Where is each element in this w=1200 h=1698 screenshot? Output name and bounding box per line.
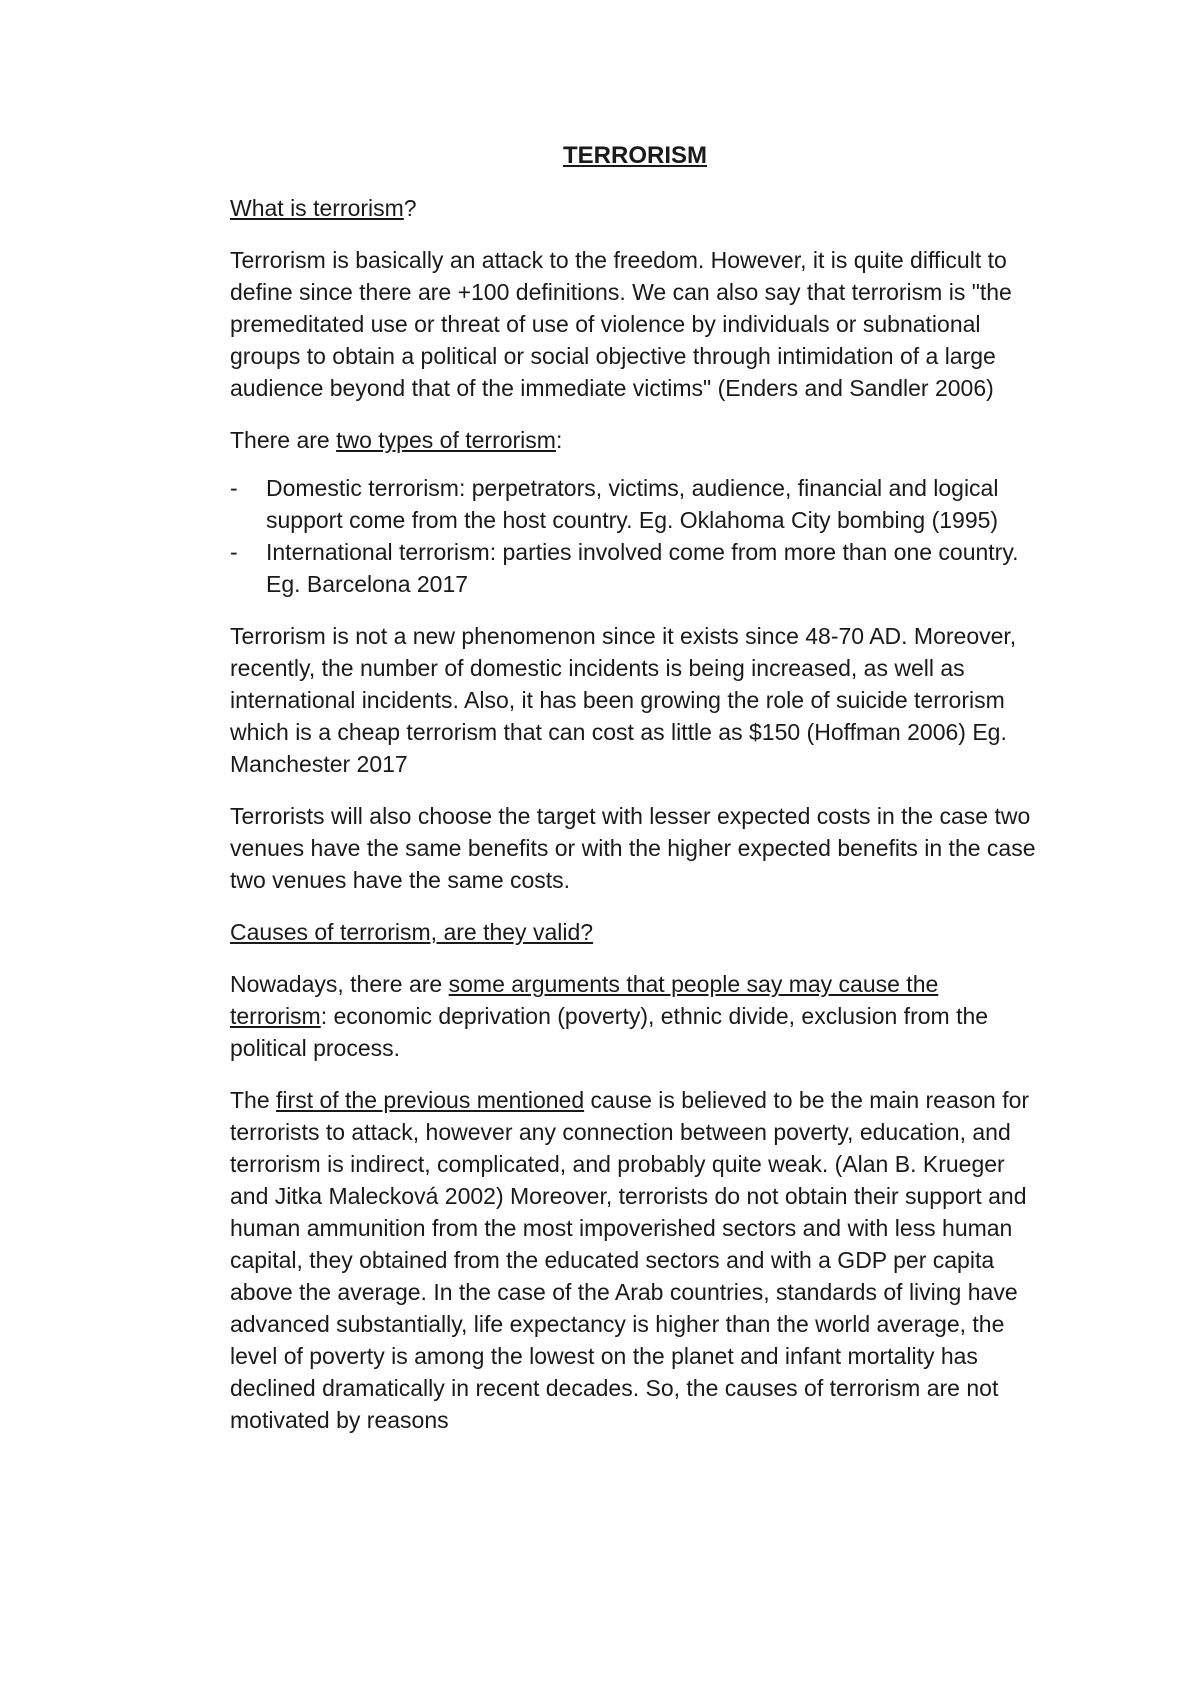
types-list [230, 472, 1040, 600]
heading-what-is-terrorism [230, 192, 1040, 224]
document-body [230, 140, 1040, 1456]
types-intro-underlined: two types of terrorism [336, 427, 556, 453]
paragraph-arguments-underlined: some arguments that people say may cause the terrorism [230, 971, 939, 1029]
list-item-domestic [230, 472, 1040, 536]
paragraph-poverty-suffix: cause is believed to be the main reason for terrorists to attack, however any connection between poverty, education, and terrorism is indirect, complicated, and probably quite weak. (Alan B. Krueger and Jitka Malecková 2002) Moreover, terrorists do not obtain their support and human ammunition from the most impoverished sectors and with less human capital, they obtained from the educated sectors and with a GDP per capita above the average. In the case of the Arab countries, standards of living have advanced substantially, life expectancy is higher than the world average, the level of poverty is among the lowest on the planet and infant mortality has declined dramatically in recent decades. So, the causes of terrorism are not motivated by reasons [230, 1087, 1030, 1433]
document-title: TERRORISM [563, 142, 707, 169]
list-item-text: International terrorism: parties involved come from more than one country. Eg. Barcelona 2017 [266, 539, 1019, 597]
types-intro [230, 424, 1040, 456]
paragraph-poverty-prefix: The [230, 1087, 277, 1113]
list-item-text: Domestic terrorism: perpetrators, victims, audience, financial and logical support come from the host country. Eg. Oklahoma City bombing (1995) [266, 475, 999, 533]
heading-what-is-terrorism-text: What is terrorism [230, 195, 404, 221]
list-bullet: - [230, 475, 238, 501]
list-bullet: - [230, 539, 238, 565]
paragraph-arguments [230, 968, 1040, 1064]
paragraph-targets: Terrorists will also choose the target with lesser expected costs in the case two venues have the same benefits or with the higher expected benefits in the case two venues have the same costs. [230, 803, 1036, 893]
paragraph-definition: Terrorism is basically an attack to the freedom. However, it is quite difficult to define since there are +100 definitions. We can also say that terrorism is "the premeditated use or threat of use of violence by individuals or subnational groups to obtain a political or social objective through intimidation of a large audience beyond that of the immediate victims" (Enders and Sandler 2006) [230, 247, 1012, 401]
paragraph-arguments-suffix: : economic deprivation (poverty), ethnic divide, exclusion from the political process. [230, 1003, 989, 1061]
list-item-international [230, 536, 1040, 600]
paragraph-poverty [230, 1084, 1040, 1436]
paragraph-history: Terrorism is not a new phenomenon since it exists since 48-70 AD. Moreover, recently, the number of domestic incidents is being increased, as well as international incidents. Also, it has been growing the role of suicide terrorism which is a cheap terrorism that can cost as little as $150 (Hoffman 2006) Eg. Manchester 2017 [230, 623, 1017, 777]
heading-causes-text: Causes of terrorism, are they valid? [230, 919, 594, 945]
types-intro-suffix: : [555, 427, 563, 453]
paragraph-poverty-underlined: first of the previous mentioned [276, 1087, 585, 1113]
heading-what-is-terrorism-suffix: ? [403, 195, 417, 221]
paragraph-arguments-prefix: Nowadays, there are [230, 971, 449, 997]
types-intro-prefix: There are [230, 427, 337, 453]
heading-causes [230, 916, 1040, 948]
